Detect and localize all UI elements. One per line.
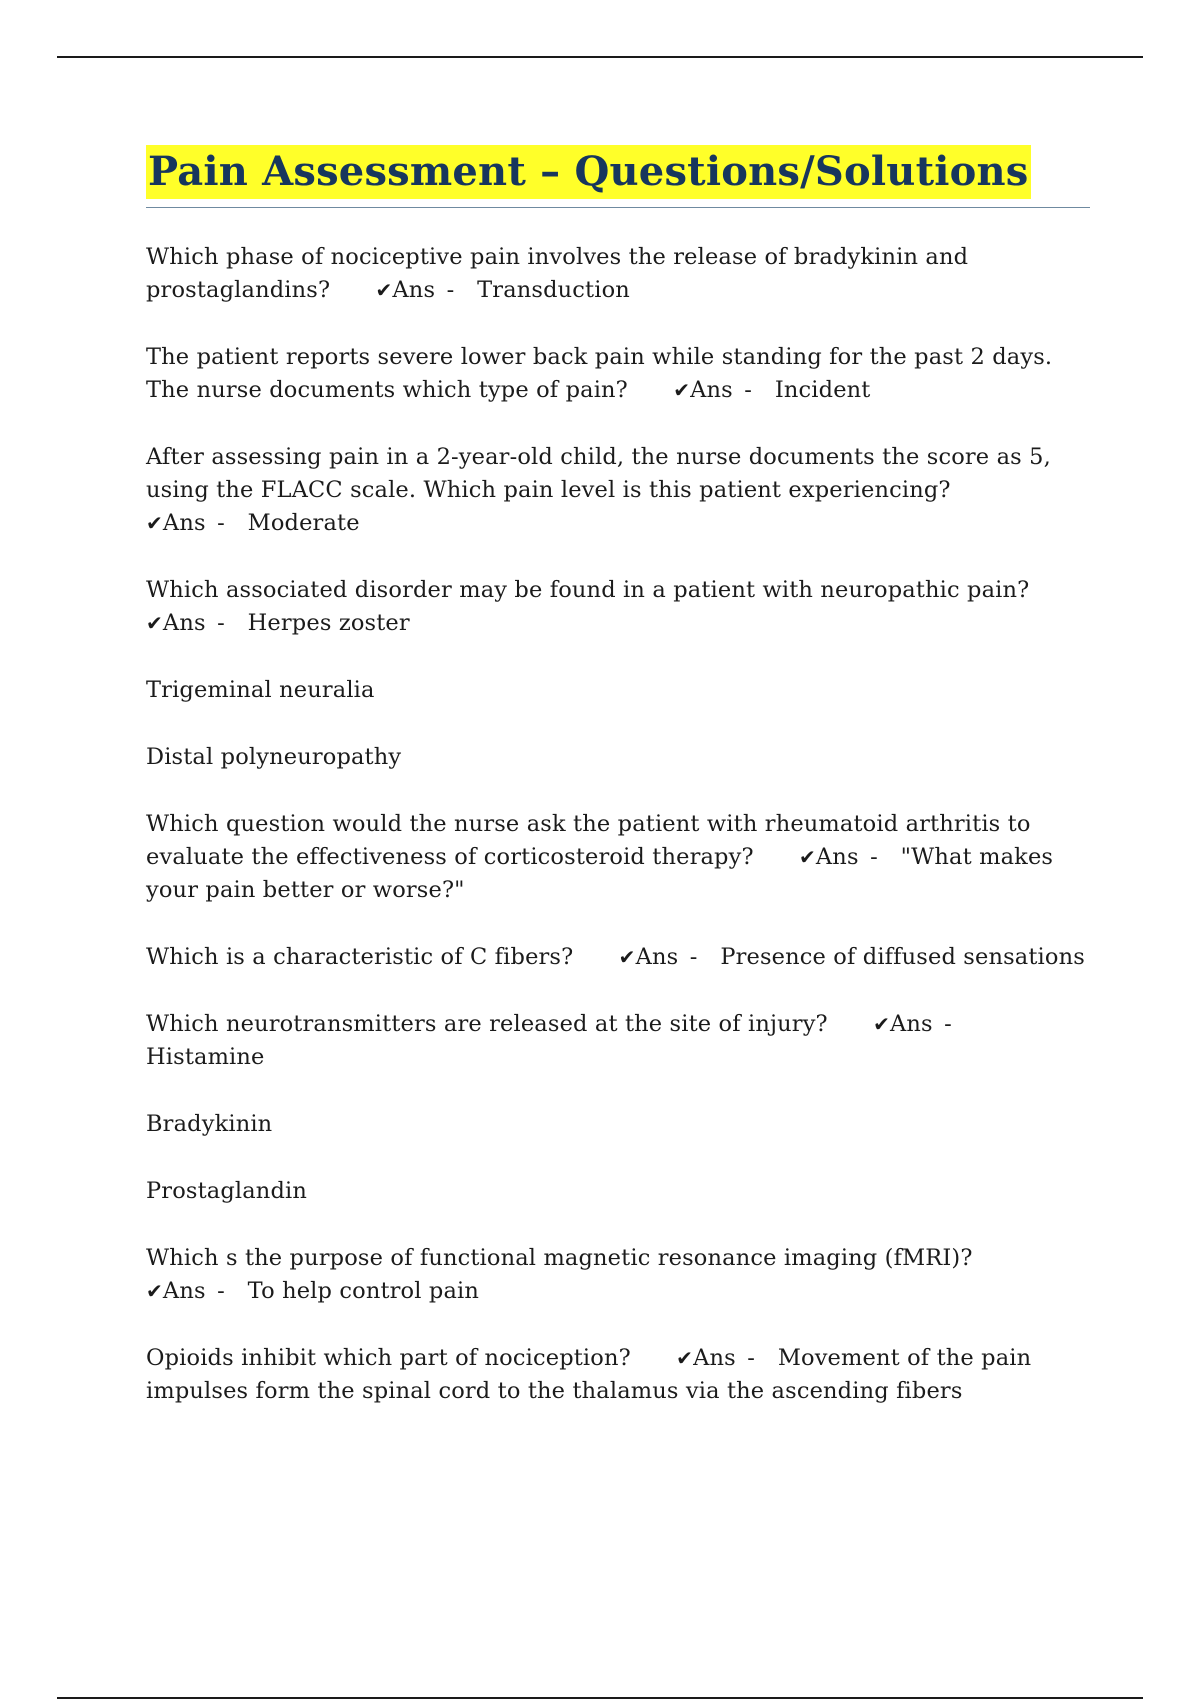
question-text: Opioids inhibit which part of nociception? [146,1345,631,1371]
question-text: The patient reports severe lower back pain while standing for the past 2 days. The nurse documents which type of pain? [146,344,1053,403]
list-item: Trigeminal neuralia [146,677,375,703]
qa-item [146,241,1090,307]
qa-item [146,1008,1090,1074]
answer-text: Moderate [247,510,360,536]
question-text: Which question would the nurse ask the patient with rheumatoid arthritis to evaluate the effectiveness of corticosteroid therapy? [146,811,1031,870]
answer-text: Movement of the pain impulses form the spinal cord to the thalamus via the ascending fibers [146,1345,1032,1404]
question-text: Which phase of nociceptive pain involves the release of bradykinin and prostaglandins? [146,244,969,303]
question-text: Which associated disorder may be found in a patient with neuropathic pain? [146,577,1030,603]
qa-item [146,941,1090,974]
question-text: After assessing pain in a 2-year-old child, the nurse documents the score as 5, using the FLACC scale. Which pain level is this patient experiencing? [146,444,1051,503]
checkmark-icon: ✔ [618,945,636,969]
answer-dash: - [217,1278,225,1304]
list-item: Prostaglandin [146,1178,307,1204]
answer-dash: - [689,944,698,970]
question-text: Which neurotransmitters are released at the site of injury? [146,1011,828,1037]
answer-dash: - [747,1345,755,1371]
question-text: Which is a characteristic of C fibers? [146,944,574,970]
checkmark-icon: ✔ [798,845,816,869]
answer-label: Ans [392,277,436,303]
checkmark-icon: ✔ [673,378,691,402]
answer-text: Histamine [146,1044,265,1070]
checkmark-icon: ✔ [146,1279,163,1303]
checkmark-icon: ✔ [146,511,163,535]
checkmark-icon: ✔ [146,611,163,635]
answer-label: Ans [162,510,206,536]
answer-label: Ans [635,944,679,970]
checkmark-icon: ✔ [375,278,393,302]
qa-item [146,808,1090,907]
qa-item [146,1342,1090,1408]
answer-label: Ans [162,1278,206,1304]
answer-text: Incident [774,377,871,403]
title-block [146,145,1090,208]
list-item: Bradykinin [146,1111,273,1137]
answer-dash: - [944,1011,952,1037]
answer-text: Transduction [477,277,630,303]
answer-label: Ans [890,1011,933,1037]
answer-text: Presence of diffused sensations [720,944,1085,970]
answer-dash: - [217,510,225,536]
qa-item [146,341,1090,407]
answer-label: Ans [690,377,733,403]
answer-dash: - [446,277,455,303]
footer-rule [57,1697,1143,1699]
header-rule [57,56,1143,58]
answer-dash: - [217,610,225,636]
answer-dash: - [744,377,753,403]
answer-text: Herpes zoster [247,610,410,636]
document-title: Pain Assessment – Questions/Solutions [146,145,1031,199]
qa-list [146,241,1090,1408]
qa-item [146,574,1090,640]
question-text: Which s the purpose of functional magnetic resonance imaging (fMRI)? [146,1245,973,1271]
list-item: Distal polyneuropathy [146,744,402,770]
qa-item [146,441,1090,540]
answer-label: Ans [815,844,859,870]
answer-text: To help control pain [247,1278,480,1304]
answer-label: Ans [693,1345,736,1371]
document-body [146,145,1090,1442]
answer-dash: - [870,844,878,870]
answer-text: "What makes your pain better or worse?" [146,844,1054,903]
checkmark-icon: ✔ [873,1012,890,1036]
qa-item [146,1242,1090,1308]
checkmark-icon: ✔ [676,1346,694,1370]
answer-label: Ans [162,610,206,636]
